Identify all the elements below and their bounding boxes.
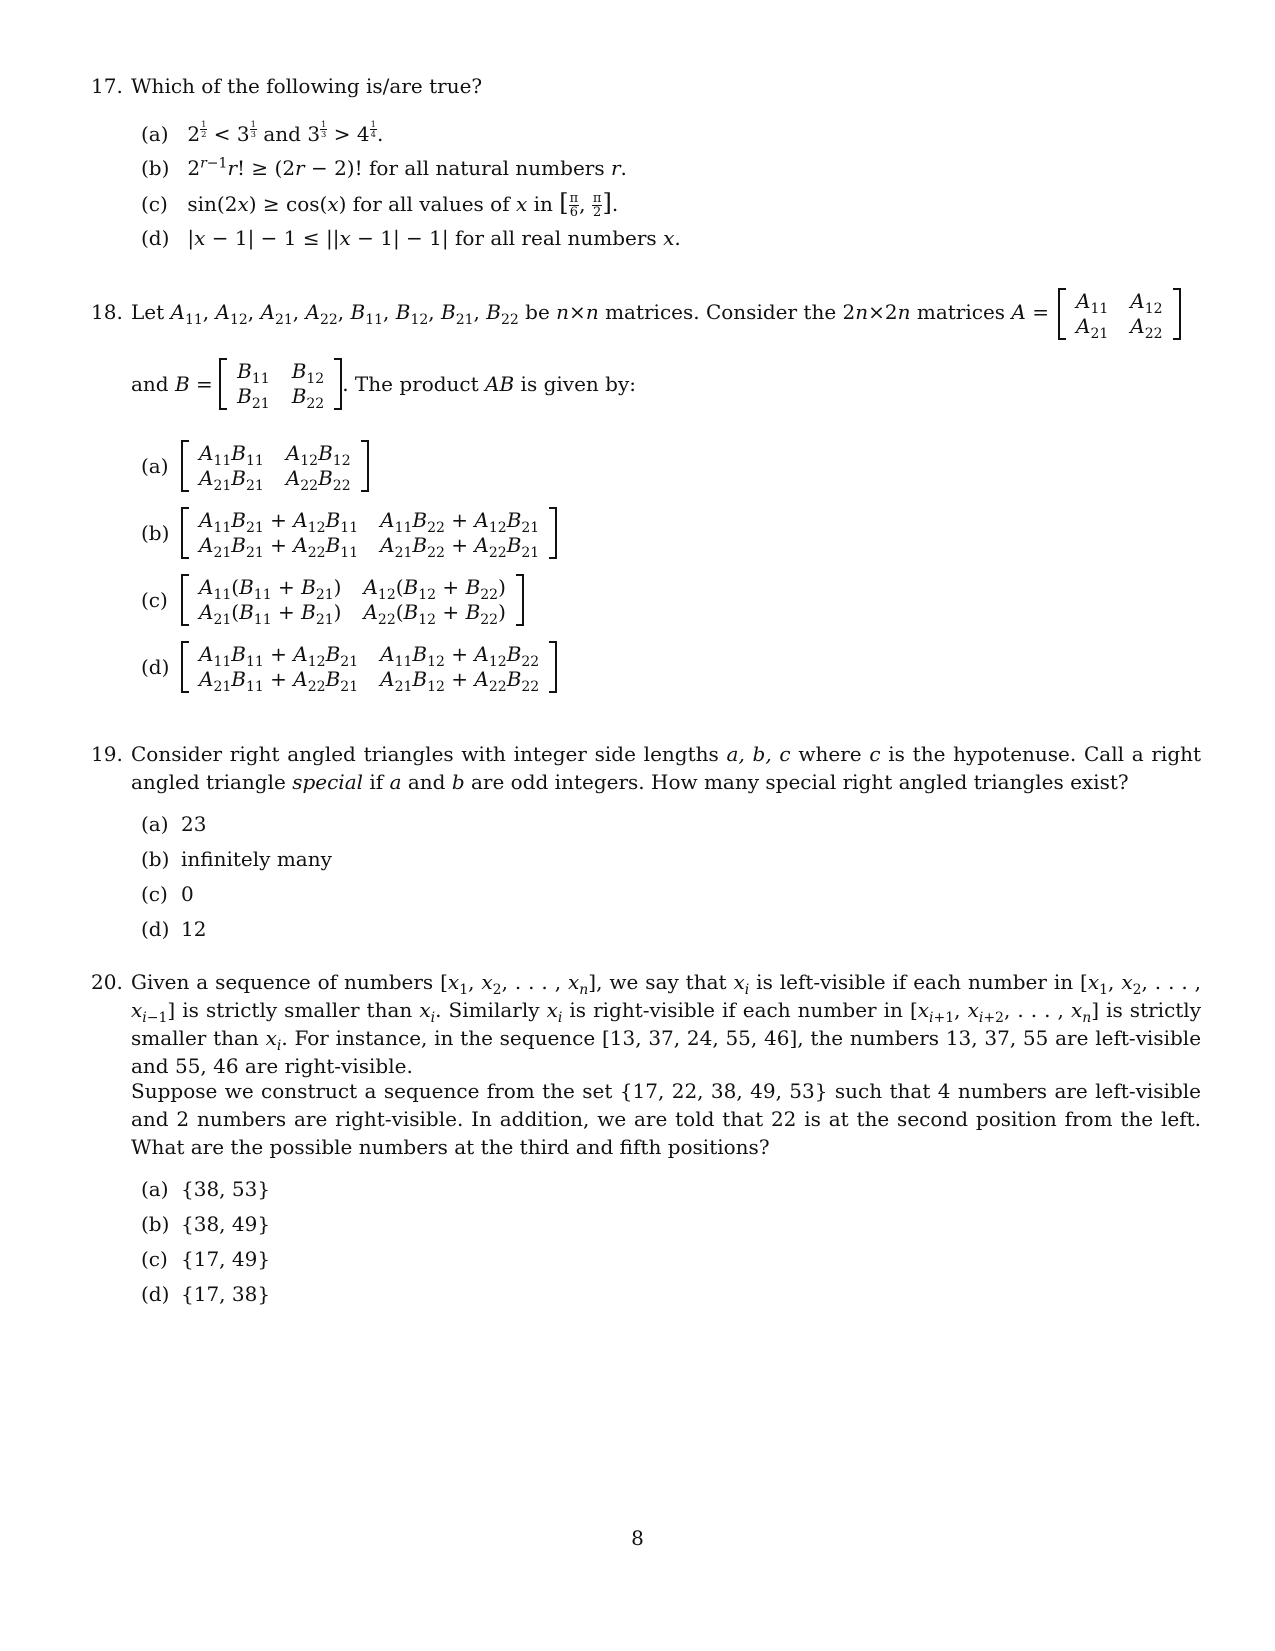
option-b (141, 507, 557, 559)
option-matrix: $A_{11}B_{11} + A_{12}B_{21}$ $A_{11}B_{12} + A_{12}B_{22}$ $A_{21}B_{11} + A_{22}B_{21}$ $A_{21}B_{12} + A_{22}B_{22}$ (181, 641, 557, 693)
option-math: [ (559, 189, 569, 217)
option-label: (d) (141, 226, 170, 250)
question-number: 19. (91, 742, 123, 766)
option-text: for all natural numbers (369, 156, 605, 180)
option-math: 3 $^{\frac{1}{3}}$ > 4 $^{\frac{1}{4}}$ (307, 119, 376, 146)
matrix-B-line: and B = $B_{11}$ $B_{12}$ $B_{21}$ $B_{22}$ . The product AB is given by: (131, 359, 636, 412)
option-label: (c) (141, 588, 168, 612)
option-b: (b) {38, 49} (141, 1212, 271, 1236)
option-math: $2^{r-1}r$! ≥ (2r − 2)! (187, 155, 363, 180)
option-d: (d) {17, 38} (141, 1282, 271, 1306)
question-number: 17. (91, 74, 123, 98)
option-c: (c) 0 (141, 882, 194, 906)
option-math: r. (610, 156, 627, 180)
question-paragraph-1: Given a sequence of numbers [$x_1$, $x_2$, . . . , $x_n$], we say that $x_i$ is left-visible if each number in [$x_1$, $x_2$, . . . , $x_{i-1}$] is strictly smaller than $x_i$. Similarly $x_i$ is right-visible if each number in [$x_{i+1}$, $x_{i+2}$, . . . , $x_n$] is strictly smaller than $x_i$. For instance, in the sequence [13, 37, 24, 55, 46], the numbers 13, 37, 55 are left-visible and 55, 46 are right-visible. (131, 970, 1202, 1078)
option-text: for all real numbers (455, 226, 657, 250)
option-c: (c) {17, 49} (141, 1247, 271, 1271)
option-c: (c) sin(2x) ≥ cos(x) for all values of x in [ $\frac{\pi}{6}$ , $\frac{\pi}{2}$ ]. (141, 189, 619, 220)
option-c (141, 574, 524, 626)
option-d: (d) 12 (141, 917, 207, 941)
option-matrix: $A_{11}(B_{11} + B_{21})$ $A_{12}(B_{12} + B_{22})$ $A_{21}(B_{11} + B_{21})$ $A_{22}(B_{12} + B_{22})$ (181, 574, 524, 626)
option-text: and (263, 122, 301, 146)
option-text: in (533, 192, 553, 216)
option-b: (b) infinitely many (141, 847, 332, 871)
option-math: x (515, 192, 528, 216)
option-matrix: $A_{11}B_{11}$ $A_{12}B_{12}$ $A_{21}B_{21}$ $A_{22}B_{22}$ (181, 440, 369, 492)
option-math: x. (663, 226, 681, 250)
question-number: 18. (91, 300, 123, 324)
option-math: sin(2x) ≥ cos(x) (187, 192, 347, 216)
matrix-A: $A_{11}$ $A_{12}$ $A_{21}$ $A_{22}$ (1058, 288, 1181, 340)
option-a (141, 440, 369, 492)
option-a: (a) {38, 53} (141, 1177, 271, 1201)
option-d (141, 224, 681, 252)
question-text: Which of the following is/are true? (131, 74, 483, 98)
matrix-B: $B_{11}$ $B_{12}$ $B_{21}$ $B_{22}$ (219, 358, 342, 410)
option-label: (c) (141, 192, 168, 216)
option-text: for all values of (352, 192, 510, 216)
option-a: (a) 2 $^{\frac{1}{2}}$ < 3 $^{\frac{1}{3}}$ and 3 $^{\frac{1}{3}}$ > 4 $^{\frac{1}{4}}$ . (141, 119, 384, 146)
question-number: 20. (91, 970, 123, 994)
option-label: (a) (141, 454, 169, 478)
question-text: Let $A_{11}$, $A_{12}$, $A_{21}$, $A_{22}$, $B_{11}$, $B_{12}$, $B_{21}$, $B_{22}$ be n×n matrices. Consider the 2n×2n matrices A = (131, 300, 1049, 328)
option-math: 2 $^{\frac{1}{2}}$ < 3 $^{\frac{1}{3}}$ (187, 119, 256, 146)
option-label: (a) (141, 122, 169, 146)
option-math: |x − 1| − 1 ≤ ||x − 1| − 1| (187, 226, 449, 250)
option-matrix: $A_{11}B_{21} + A_{12}B_{11}$ $A_{11}B_{22} + A_{12}B_{21}$ $A_{21}B_{21} + A_{22}B_{11}$ $A_{21}B_{22} + A_{22}B_{21}$ (181, 507, 557, 559)
page-number: 8 (631, 1526, 644, 1550)
exam-page: 17. Which of the following is/are true? (a) 2 $^{\frac{1}{2}}$ < 3 $^{\frac{1}{3}}$ and 3 $^{\frac{1}{3}}$ > 4 $^{\frac{1}{4}}$ . (b) $2^{r-1}r$! ≥ (2r − 2)! for all natural numbers r. (c) sin(2x) ≥ cos(x) for all values of x in [ $\frac{\pi}{6}$ , $\frac{\pi}{2}$ ]. (d) |x − 1| − 1 ≤ ||x − 1| − 1| for all real numbers x. 18. Let $A_{11}$, $A_{12}$, $A_{21}$, $A_{22}$, $B_{11}$, $B_{12}$, $B_{21}$, $B_{22}$ be n×n matrices. Consider the 2n×2n matrices A = $A_{11}$ $A_{12}$ $A_{21}$ $A_{22}$ and B = $B_{11}$ $B_{12}$ $B_{21}$ $B_{22}$ . The product AB is given by: (a) $A_{11}B_{11}$ $A_{12}B_{12}$ $A_{21}B_{21}$ $A_{22}B_{22}$ (b) $A_{11}B_{21} + A_{12}B_{11}$ $A_{11}B_{22} + A_{12}B_{21}$ $A_{21}B_{21} + A_{22}B_{11}$ $A_{21}B_{22} + A_{22}B_{21}$ (c) $A_{11}(B_{11} + B_{21})$ $A_{12}(B_{12} + B_{22})$ $A_{21}(B_{11} + B_{21})$ $A_{22}(B_{12} + B_{22})$ (d) $A_{11}B_{11} + A_{12}B_{21}$ $A_{11}B_{12} + A_{12}B_{22}$ $A_{21}B_{11} + A_{22}B_{21}$ $A_{21}B_{12} + A_{22}B_{22}$ 19. Consider right angled triangles with integer side lengths a, b, c where c is the hypotenuse. Call a right angled triangle special if a and b are odd integers. How many special right angled triangles exist? (a) 23 (b) infinitely many (c) 0 (d) 12 20. Given a sequence of numbers [$x_1$, $x_2$, . . . , $x_n$], we say that $x_i$ is left-visible if each number in [$x_1$, $x_2$, . . . , $x_{i-1}$] is strictly smaller than $x_i$. Similarly $x_i$ is right-visible if each number in [$x_{i+1}$, $x_{i+2}$, . . . , $x_n$] is strictly smaller than $x_i$. For instance, in the sequence [13, 37, 24, 55, 46], the numbers 13, 37, 55 are left-visible and 55, 46 are right-visible. Suppose we construct a sequence from the set {17, 22, 38, 49, 53} such that 4 numbers are left-visible and 2 numbers are right-visible. In addition, we are told that 22 is at the second position from the left. What are the possible numbers at the third and fifth positions? (a) {38, 53} (b) {38, 49} (c) {17, 49} (d) {17, 38} 8 (0, 0, 1275, 1651)
option-a: (a) 23 (141, 812, 207, 836)
option-label: (b) (141, 521, 170, 545)
question-text: Consider right angled triangles with integer side lengths a, b, c where c is the hypotenuse. Call a right angled triangle special if a and b are odd integers. How many special right angled triangles exist? (131, 742, 1202, 794)
option-label: (d) (141, 655, 170, 679)
option-b (141, 154, 627, 182)
option-d (141, 641, 557, 693)
option-label: (b) (141, 156, 170, 180)
